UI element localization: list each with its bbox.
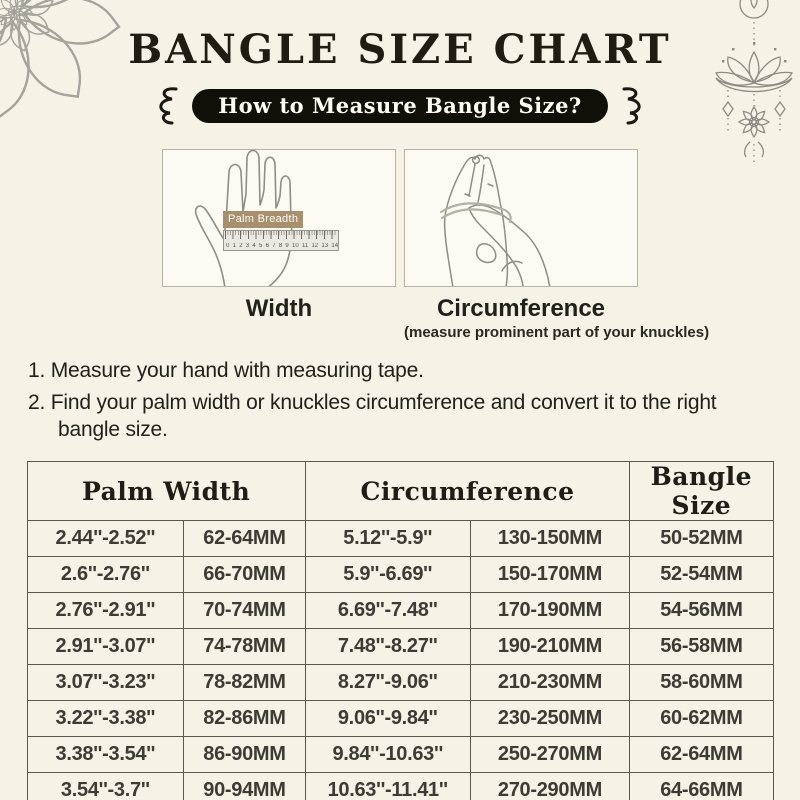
cell-palm-in: 2.44''-2.52'' (27, 521, 184, 557)
cell-circ-mm: 270-290MM (470, 773, 630, 800)
cell-palm-mm: 62-64MM (184, 521, 306, 557)
ruler-ticks (225, 231, 337, 239)
header-palm-width: Palm Width (27, 462, 305, 521)
cell-circ-in: 8.27''-9.06'' (305, 665, 470, 701)
cell-bangle-size: 60-62MM (630, 701, 773, 737)
cell-bangle-size: 54-56MM (630, 593, 773, 629)
table-row (27, 521, 773, 557)
cell-palm-in: 3.07''-3.23'' (27, 665, 184, 701)
cell-bangle-size: 56-58MM (630, 629, 773, 665)
cell-palm-mm: 82-86MM (184, 701, 306, 737)
cell-circ-in: 10.63''-11.41'' (305, 773, 470, 800)
table-row (27, 737, 773, 773)
table-row (27, 773, 773, 800)
cell-palm-in: 2.91''-3.07'' (27, 629, 184, 665)
table-row (27, 629, 773, 665)
table-row (27, 665, 773, 701)
width-label: Width (245, 295, 313, 322)
instruction-1-number: 1. (28, 359, 46, 382)
cell-bangle-size: 58-60MM (630, 665, 773, 701)
cell-circ-mm: 130-150MM (470, 521, 630, 557)
cell-circ-in: 6.69''-7.48'' (305, 593, 470, 629)
bangle-size-table (27, 461, 774, 800)
cell-palm-in: 3.54''-3.7'' (27, 773, 184, 800)
right-flourish-icon (620, 85, 650, 127)
cell-palm-in: 3.22''-3.38'' (27, 701, 184, 737)
table-header-row (27, 462, 773, 521)
page-title: BANGLE SIZE CHART (128, 26, 672, 73)
cell-circ-in: 9.84''-10.63'' (305, 737, 470, 773)
cell-circ-mm: 210-230MM (470, 665, 630, 701)
cell-circ-mm: 250-270MM (470, 737, 630, 773)
cell-bangle-size: 64-66MM (630, 773, 773, 800)
cell-bangle-size: 50-52MM (630, 521, 773, 557)
figure-labels (0, 295, 800, 341)
cell-circ-in: 5.9''-6.69'' (305, 557, 470, 593)
left-flourish-icon (150, 85, 180, 127)
instructions-list (28, 357, 776, 443)
how-to-measure-pill: How to Measure Bangle Size? (192, 89, 608, 123)
circumference-label-cell (404, 295, 710, 341)
cell-circ-in: 7.48''-8.27'' (305, 629, 470, 665)
width-label-cell (162, 295, 396, 341)
cell-palm-mm: 86-90MM (184, 737, 306, 773)
table-row (27, 593, 773, 629)
instruction-step-2 (28, 389, 770, 443)
cell-palm-in: 2.6''-2.76'' (27, 557, 184, 593)
table-row (27, 701, 773, 737)
circumference-figure-box (404, 149, 638, 287)
instruction-1-text: Measure your hand with measuring tape. (50, 359, 424, 382)
cell-palm-in: 3.38''-3.54'' (27, 737, 184, 773)
ruler (223, 230, 339, 251)
instruction-2-number: 2. (28, 391, 46, 414)
subtitle-row (0, 85, 800, 127)
cell-circ-in: 5.12''-5.9'' (305, 521, 470, 557)
cell-palm-mm: 78-82MM (184, 665, 306, 701)
cell-bangle-size: 52-54MM (630, 557, 773, 593)
cell-palm-mm: 66-70MM (184, 557, 306, 593)
measurement-figures (0, 149, 800, 287)
circumference-caption: (measure prominent part of your knuckles) (404, 324, 710, 341)
header-bangle-size: Bangle Size (630, 462, 773, 521)
cell-circ-mm: 230-250MM (470, 701, 630, 737)
width-figure-box (162, 149, 396, 287)
palm-breadth-tag: Palm Breadth (223, 211, 303, 228)
table-row (27, 557, 773, 593)
circumference-label: Circumference (436, 295, 606, 322)
cell-circ-mm: 170-190MM (470, 593, 630, 629)
instruction-step-1 (28, 357, 770, 384)
cell-bangle-size: 62-64MM (630, 737, 773, 773)
cell-palm-in: 2.76''-2.91'' (27, 593, 184, 629)
instruction-2-text: Find your palm width or knuckles circumference and convert it to the right bangle size. (50, 391, 717, 441)
cell-circ-in: 9.06''-9.84'' (305, 701, 470, 737)
header-circumference: Circumference (305, 462, 630, 521)
cell-palm-mm: 70-74MM (184, 593, 306, 629)
ruler-numbers: 0 1 2 3 4 5 6 7 8 9 10 11 12 13 14 (226, 243, 338, 249)
cell-circ-mm: 190-210MM (470, 629, 630, 665)
cell-palm-mm: 74-78MM (184, 629, 306, 665)
knuckle-measure-illustration (405, 150, 638, 287)
cell-palm-mm: 90-94MM (184, 773, 306, 800)
cell-circ-mm: 150-170MM (470, 557, 630, 593)
